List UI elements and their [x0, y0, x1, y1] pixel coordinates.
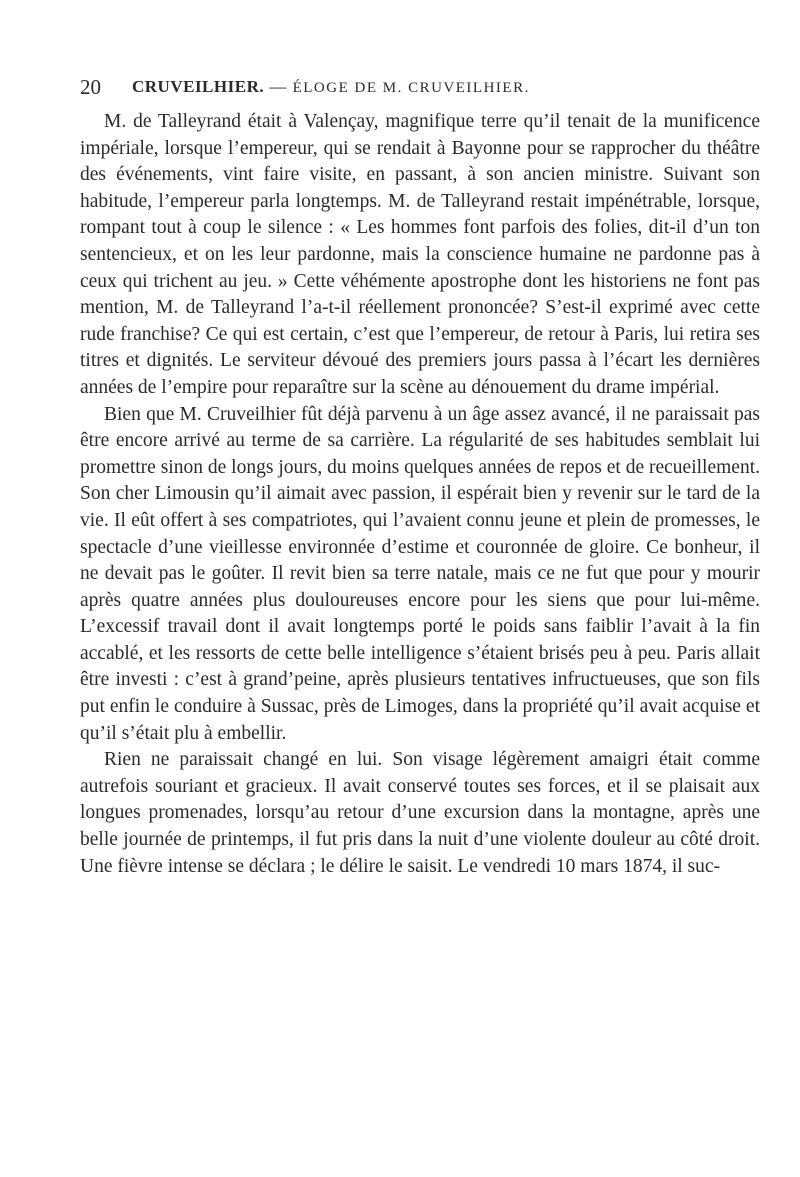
body-text — [80, 109, 760, 880]
running-head-author: CRUVEILHIER. — [132, 77, 265, 96]
paragraph-talleyrand: M. de Talleyrand était à Valençay, magnifique terre qu’il tenait de la munificence impériale, lorsque l’empereur, qui se rendait à Bayonne pour se rapprocher du théâtre des événements, vint faire visite, en passant, à son ancien ministre. Suivant son habitude, l’empereur parla longtemps. M. de Talleyrand restait impénétrable, lorsque, rompant tout à coup le silence : « Les hommes font parfois des folies, dit-il d’un ton sentencieux, et on les leur pardonne, mais la conscience humaine ne pardonne pas à ceux qui trichent au jeu. » Cette véhémente apostrophe dont les historiens ne font pas mention, M. de Talleyrand l’a-t-il réellement prononcée? S’est-il exprimé avec cette rude franchise? Ce qui est certain, c’est que l’empereur, de retour à Paris, lui retira ses titres et dignités. Le serviteur dévoué des premiers jours passa à l’écart les dernières années de l’empire pour reparaître sur la scène au dénouement du drame impérial. — [80, 111, 760, 398]
running-head-separator: — — [269, 77, 288, 96]
page-number: 20 — [80, 75, 101, 99]
running-head-title: ÉLOGE DE M. CRUVEILHIER. — [292, 80, 530, 96]
paragraph-last-illness: Rien ne paraissait changé en lui. Son visage légèrement amaigri était comme autrefois souriant et gracieux. Il avait conservé toutes ses forces, et il se plaisait aux longues promenades, lorsqu’au retour d’une excursion dans la montagne, après une belle journée de printemps, il fut pris dans la nuit d’une violente douleur au côté droit. Une fièvre intense se déclara ; le délire le saisit. Le vendredi 10 mars 1874, il suc- — [80, 749, 760, 877]
running-head — [132, 74, 530, 101]
page-header — [80, 74, 760, 100]
paragraph-final-years: Bien que M. Cruveilhier fût déjà parvenu à un âge assez avancé, il ne paraissait pas être encore arrivé au terme de sa carrière. La régularité de ses habitudes semblait lui promettre sinon de longs jours, du moins quelques années de repos et de recueillement. Son cher Limousin qu’il aimait avec passion, il espérait bien y revenir sur le tard de la vie. Il eût offert à ses compatriotes, qui l’avaient connu jeune et plein de promesses, le spectacle d’une vieillesse environnée d’estime et couronnée de gloire. Ce bonheur, il ne devait pas le goûter. Il revit bien sa terre natale, mais ce ne fut que pour y mourir après quatre années plus douloureuses encore pour les siens que pour lui-même. L’excessif travail dont il avait longtemps porté le poids sans faiblir l’avait à la fin accablé, et les ressorts de cette belle intelligence s’étaient brisés peu à peu. Paris allait être investi : c’est à grand’peine, après plusieurs tentatives infructueuses, que son fils put enfin le conduire à Sussac, près de Limoges, dans la propriété qu’il avait acquise et qu’il s’était plu à embellir. — [80, 403, 760, 744]
